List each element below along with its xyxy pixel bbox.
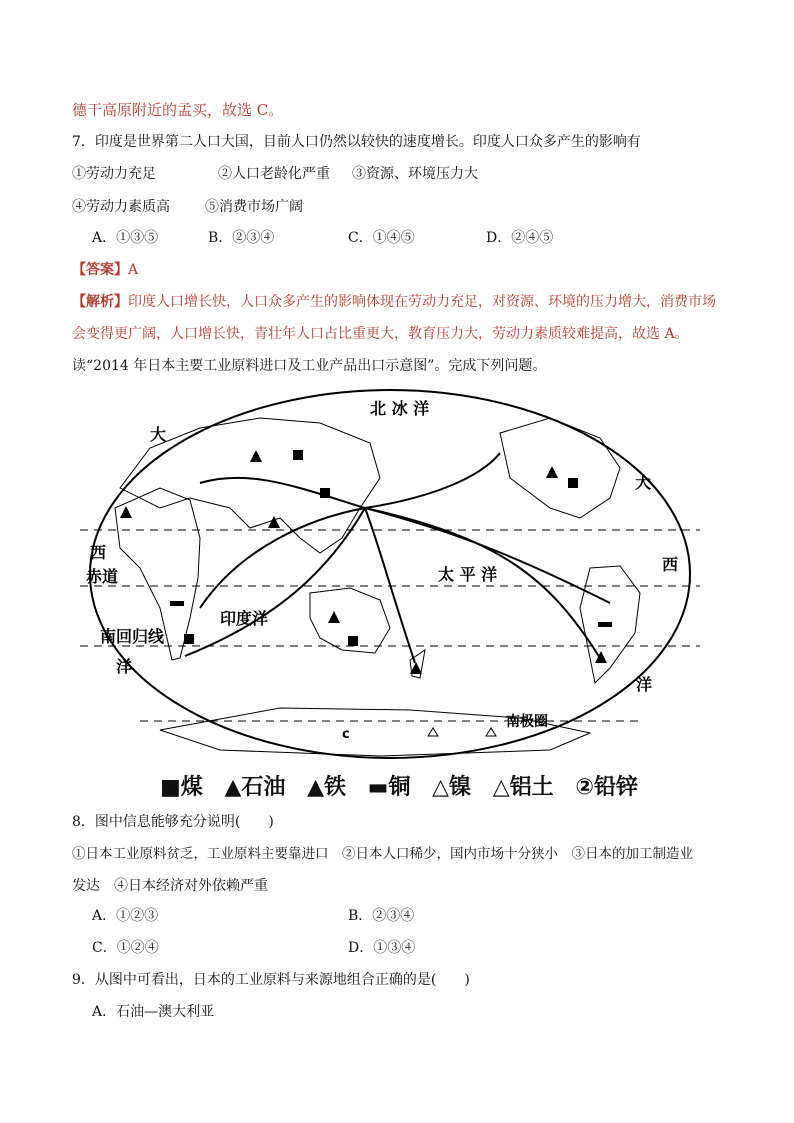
q7-option-a[interactable]: A．①③⑤ [92,230,159,246]
legend-nickel: △镍 [432,775,472,800]
q7-option-d[interactable]: D．②④⑤ [486,230,554,246]
answer-label: 【答案】 [72,262,128,278]
label-da-right: 大 [635,473,652,492]
coal-marker [348,636,358,646]
q7-analysis-line1 [72,292,716,312]
q8-option-b[interactable]: B．②③④ [348,908,415,924]
map-legend [160,770,652,801]
analysis-label: 【解析】 [72,294,128,310]
q7-item-4: ④劳动力素质高 [72,199,170,215]
map-frame [90,390,690,758]
label-indian-ocean: 印度洋 [220,609,269,628]
bauxite-marker [486,728,496,736]
route-africa [200,508,365,608]
q7-analysis-line2: 会变得更广阔，人口增长快，青壮年人口占比重更大，教育压力大，劳动力素质较难提高，故选 A。 [72,326,689,342]
label-pacific: 太 平 洋 [438,565,498,584]
legend-bauxite: △铝土 [492,775,554,800]
map-read-prompt: 读“2014 年日本主要工业原料进口及工业产品出口示意图”。完成下列问题。 [72,358,547,374]
coal-marker [184,634,194,644]
iron-marker [268,516,280,528]
route-north-america [365,453,500,508]
q8-statement-line2: 发达 ④日本经济对外依赖严重 [72,878,268,894]
label-equator: 赤道 [86,567,119,586]
q7-item-3: ③资源、环境压力大 [352,166,478,182]
label-xi-right: 西 [662,555,679,574]
legend-coal: ■煤 [160,775,203,800]
legend-oil: ▲石油 [224,775,286,800]
q7-option-c[interactable]: C．①④⑤ [348,230,415,246]
nickel-marker [428,728,438,736]
iron-marker [328,611,340,623]
legend-iron: ▲铁 [307,775,346,800]
japan-trade-world-map [80,388,700,760]
oil-marker [250,450,262,462]
previous-answer-tail: 德干高原附近的孟买，故选 C。 [72,101,284,119]
coal-marker [293,450,303,460]
q7-item-1: ①劳动力充足 [72,166,156,182]
q8-option-a[interactable]: A．①②③ [92,908,159,924]
q7-option-b[interactable]: B．②③④ [208,230,275,246]
route-middle-east [200,478,365,508]
route-south-america [365,508,610,603]
q9-stem: 9．从图中可看出，日本的工业原料与来源地组合正确的是( ) [72,972,470,988]
oil-marker [120,506,132,518]
q8-option-d[interactable]: D．①③④ [348,940,416,956]
coal-marker [568,478,578,488]
analysis-text-1: 印度人口增长快，人口众多产生的影响体现在劳动力充足，对资源、环境的压力增大，消费市场 [128,294,716,310]
label-tropic-of-capricorn: 南回归线 [100,627,165,646]
label-xi-left: 西 [90,543,107,562]
q8-statement-line1: ①日本工业原料贫乏，工业原料主要靠进口 ②日本人口稀少，国内市场十分狭小 ③日本的加工制造业 [72,846,693,862]
oil-marker [546,466,558,478]
resource-markers [120,450,612,736]
label-arctic-ocean: 北 冰 洋 [370,399,430,418]
q7-item-2: ②人口老龄化严重 [218,166,330,182]
copper-marker [170,601,184,606]
label-da-left: 大 [150,425,167,444]
label-c-mark: c [342,727,350,742]
copper-marker [598,622,612,627]
q9-option-a[interactable]: A．石油—澳大利亚 [92,1004,215,1020]
label-antarctic-circle: 南极圈 [506,714,548,730]
q7-answer [72,260,138,280]
legend-lead-zinc: ②铅锌 [575,775,638,800]
label-yang-left: 洋 [116,657,133,676]
answer-value: A [128,262,139,278]
q8-option-c[interactable]: C．①②④ [92,940,159,956]
north-america-outline [500,418,620,518]
q8-stem: 8．图中信息能够充分说明( ) [72,814,274,830]
q7-item-5: ⑤消费市场广阔 [205,199,303,215]
legend-copper: ▬铜 [367,775,411,800]
coal-marker [320,488,330,498]
q7-stem: 7．印度是世界第二人口大国，目前人口仍然以较快的速度增长。印度人口众多产生的影响有 [72,134,641,150]
trade-routes [185,453,610,663]
label-yang-right: 洋 [636,675,653,694]
iron-marker [410,662,422,674]
